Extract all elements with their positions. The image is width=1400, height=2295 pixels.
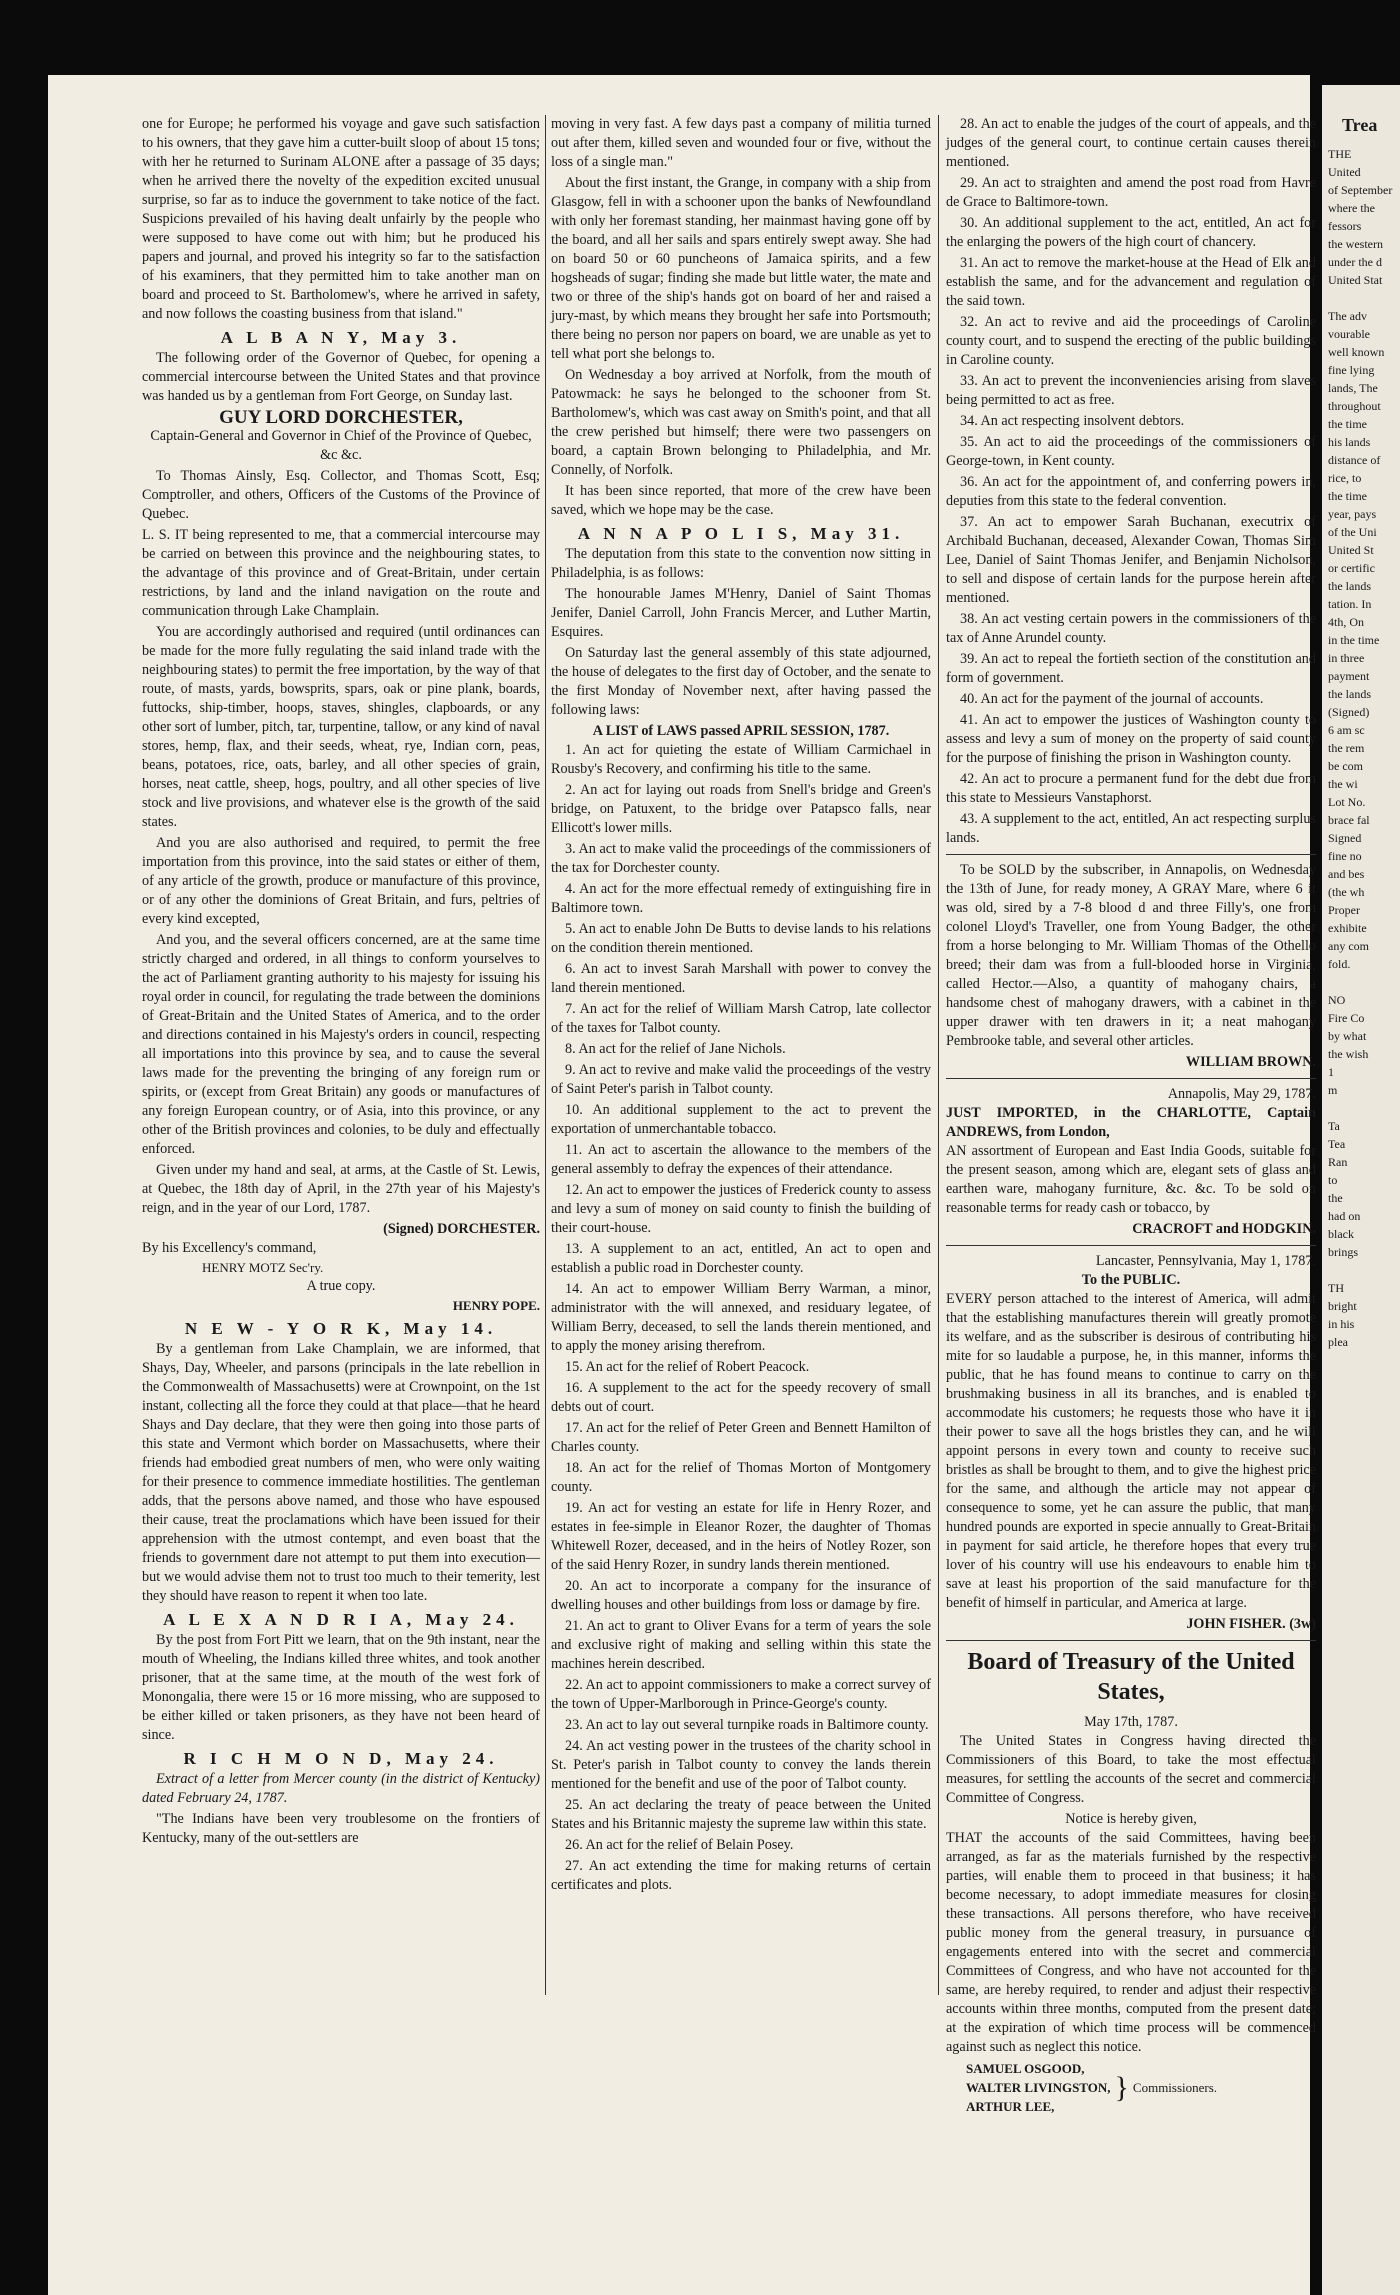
annapolis-dateline: A N N A P O L I S, May 31.: [577, 524, 905, 543]
law-item: 7. An act for the relief of William Marsh Catrop, late collector of the taxes for Talbot county.: [551, 1001, 931, 1036]
fragment-line: under the d: [1328, 255, 1382, 269]
law-item: 10. An additional supplement to the act to prevent the exportation of unmerchantable tobacco.: [551, 1102, 931, 1137]
annapolis-assembly: On Saturday last the general assembly of this state adjourned, the house of delegates to the first day of October, and the senate to the first Monday of November next, after having passed the following laws:: [551, 645, 931, 718]
albany-intro: The following order of the Governor of Quebec, for opening a commercial intercourse between the United States and that province was handed us by a gentleman from Fort George, on Sunday last.: [142, 350, 540, 404]
fragment-line: [1328, 973, 1392, 991]
fragment-line: his lands: [1328, 435, 1371, 449]
law-item: 2. An act for laying out roads from Snell's bridge and Green's bridge, on Patuxent, to the bridge over Patapsco falls, near Ellicott's lower mills.: [551, 782, 931, 836]
richmond-article: "The Indians have been very troublesome on the frontiers of Kentucky, many of the out-settlers are: [142, 1811, 540, 1846]
fragment-line: and bes: [1328, 867, 1365, 881]
fragment-line: lands, The: [1328, 381, 1378, 395]
fragment-line: THE: [1328, 147, 1352, 161]
law-item: 43. A supplement to the act, entitled, An act respecting surplus lands.: [946, 811, 1316, 846]
divider: [946, 1245, 1316, 1246]
import-heading: JUST IMPORTED, in the CHARLOTTE, Captain ANDREWS, from London,: [946, 1105, 1316, 1140]
fragment-line: bright: [1328, 1299, 1357, 1313]
law-item: 4. An act for the more effectual remedy of extinguishing fire in Baltimore town.: [551, 881, 931, 916]
column-rule: [938, 115, 939, 1995]
norfolk-article: On Wednesday a boy arrived at Norfolk, from the mouth of Patowmack: he says he belonged to the schooner from St. Bartholomew's, which was cast away on Smith's point, and that all the crew perished but himself; there were two passengers on board, a captain Brown belonging to Philadelphia, and Mr. Connelly, of Norfolk.: [551, 367, 931, 478]
laws-list: [946, 115, 1316, 848]
law-item: 20. An act to incorporate a company for the insurance of dwelling houses and other buildings from loss or damage by fire.: [551, 1578, 931, 1613]
board-heading: Board of Treasury of the United States,: [967, 1649, 1295, 1705]
column-rule: [545, 115, 546, 1995]
divider: [946, 1640, 1316, 1641]
fragment-line: (Signed): [1328, 705, 1370, 719]
law-item: 18. An act for the relief of Thomas Morton of Montgomery county.: [551, 1460, 931, 1495]
fragment-line: fold.: [1328, 957, 1351, 971]
fragment-line: NO: [1328, 993, 1346, 1007]
law-item: 19. An act for vesting an estate for life in Henry Rozer, and estates in fee-simple in Eleanor Rozer, the daughter of Thomas Whitewell Rozer, deceased, and in the heirs of Notley Rozer, son of the said Henry Rozer, in sundry lands therein mentioned.: [551, 1500, 931, 1573]
fragment-line: fine no: [1328, 849, 1362, 863]
law-item: 34. An act respecting insolvent debtors.: [960, 413, 1185, 429]
law-item: 25. An act declaring the treaty of peace between the United States and his Britannic majesty the supreme law within this state.: [551, 1797, 931, 1832]
dorchester-paragraph: Given under my hand and seal, at arms, at the Castle of St. Lewis, at Quebec, the 18th day of April, in the 27th year of his Majesty's reign, and in the year of our Lord, 1787.: [142, 1162, 540, 1216]
law-item: 24. An act vesting power in the trustees of the charity school in St. Peter's parish in Talbot county to convey the lands therein mentioned for the benefit and use of the poor of Talbot county.: [551, 1738, 931, 1792]
continued-article: one for Europe; he performed his voyage and gave such satisfaction to his owners, that they gave him a cutter-built sloop of about 15 tons; with her he returned to Surinam ALONE after a passage of 35 days; when he arrived there the novelty of the expedition excited unusual surprise, so far as to induce the government to take notice of the fact. Suspicions prevailed of his having dealt unfairly by the people who were supposed to have come out with him; but he produced his papers and journal, and proved his integrity so far to the satisfaction of his examiners, that they permitted him to take another man on board and proceed to St. Bartholomew's, where he arrived in safety, and now follows the coasting business from that island.": [142, 116, 540, 322]
law-item: 27. An act extending the time for making returns of certain certificates and plots.: [551, 1858, 931, 1893]
import-signature: CRACROFT and HODGKIN.: [1132, 1221, 1316, 1237]
board-notice: Notice is hereby given,: [1065, 1811, 1197, 1827]
fragment-line: The adv: [1328, 309, 1367, 323]
law-item: 33. An act to prevent the inconveniencies arising from slaves being permitted to act as free.: [946, 373, 1316, 408]
fragment-line: the time: [1328, 489, 1367, 503]
fragment-line: Ran: [1328, 1155, 1348, 1169]
import-date: Annapolis, May 29, 1787.: [1167, 1086, 1316, 1102]
signer: ARTHUR LEE,: [966, 2099, 1055, 2114]
fragment-line: TH: [1328, 1281, 1344, 1295]
law-item: 35. An act to aid the proceedings of the commissioners of George-town, in Kent county.: [946, 434, 1316, 469]
fragment-line: payment: [1328, 669, 1370, 683]
fragment-line: [1328, 1261, 1392, 1279]
fragment-line: the lands: [1328, 579, 1371, 593]
public-notice: EVERY person attached to the interest of America, will admit that the establishing manufactures therein will greatly promote its welfare, and as the subscriber is desirous of contributing his mite for so laudable a purpose, he, in this manner, informs the public, that he has found means to continue to carry on the brushmaking business in all its branches, and is enabled to accommodate his customers; he requests those who have it in their power to save all the hogs bristles they can, and he will appoint persons in every town and county to receive such bristles as shall be brought to them, and to give the highest price for the same, and although the article may not appear of consequence to some, yet he can assure the public, that many hundred pounds are exported in specie annually to Great-Britain in payment for said article, he therefore hopes that every true lover of his country will use his endeavours to enable him to save at least his proportion of the said manufacture for the benefit of himself in particular, and America at large.: [946, 1291, 1316, 1611]
law-item: 38. An act vesting certain powers in the commissioners of the tax of Anne Arundel county.: [946, 611, 1316, 646]
dorchester-paragraph: And you are also authorised and required, to permit the free importation from this province, into the said states or either of them, of any article of the growth, produce or manufacture of this province, or of any other the dominions of Great Britain, and furs, peltries of every kind excepted,: [142, 835, 540, 927]
public-signature: [946, 1615, 1316, 1634]
law-item: 17. An act for the relief of Peter Green and Bennett Hamilton of Charles county.: [551, 1420, 931, 1455]
law-item: 39. An act to repeal the fortieth section of the constitution and form of government.: [946, 651, 1316, 686]
fragment-line: United Stat: [1328, 273, 1383, 287]
brace-glyph: }: [1114, 2071, 1129, 2104]
law-item: 36. An act for the appointment of, and conferring powers in, deputies from this state to the federal convention.: [946, 474, 1316, 509]
import-advertisement: AN assortment of European and East India Goods, suitable for the present season, among which are, elegant sets of glass and earthen ware, mahogany furniture, &c. &c. To be sold on reasonable terms for ready cash or tobacco, by: [946, 1143, 1316, 1216]
law-item: 3. An act to make valid the proceedings of the commissioners of the tax for Dorchester county.: [551, 841, 931, 876]
law-item: 14. An act to empower William Berry Warman, a minor, administrator with the will annexed, and residuary legatee, of William Berry, deceased, to sell the lands therein mentioned, and to apply the money arising therefrom.: [551, 1281, 931, 1354]
fragment-line: (the wh: [1328, 885, 1365, 899]
law-item: 8. An act for the relief of Jane Nichols.: [565, 1041, 786, 1057]
law-item: 31. An act to remove the market-house at the Head of Elk and establish the same, and for the advancement and regulation of the said town.: [946, 255, 1316, 309]
public-signature-name: JOHN FISHER.: [1186, 1616, 1286, 1632]
fragment-line: black: [1328, 1227, 1354, 1241]
fragment-line: 4th, On: [1328, 615, 1364, 629]
law-item: 40. An act for the payment of the journal of accounts.: [960, 691, 1264, 707]
law-item: 11. An act to ascertain the allowance to the members of the general assembly to defray the expences of their attendance.: [551, 1142, 931, 1177]
pope-signature: HENRY POPE.: [452, 1298, 540, 1313]
fragment-line: distance of: [1328, 453, 1381, 467]
grange-article: About the first instant, the Grange, in company with a ship from Glasgow, fell in with a schooner upon the banks of Newfoundland with only her foremast standing, her mainmast having gone off by the board, and all her sails and spars entirely swept away. She had on board 50 or 60 puncheons of Jamaica spirits, and a few hogsheads of sugar; finding she made but little water, the mate and two or three of the ship's hands got on board of her and raised a jury-mast, by which means they brought her safe into Portsmouth; there being no person nor papers on board, we are unable as yet to tell what port she belongs to.: [551, 175, 931, 362]
fragment-line: throughout: [1328, 399, 1381, 413]
fragment-line: Lot No.: [1328, 795, 1366, 809]
divider: [946, 854, 1316, 855]
fragment-heading: Trea: [1342, 115, 1378, 135]
board-signers: [946, 2059, 1316, 2116]
fragment-line: fessors: [1328, 219, 1362, 233]
fragment-line: the western: [1328, 237, 1383, 251]
annapolis-names: The honourable James M'Henry, Daniel of Saint Thomas Jenifer, Daniel Carroll, John Francis Mercer, and Luther Martin, Esquires.: [551, 586, 931, 640]
fragment-line: well known: [1328, 345, 1385, 359]
fragment-line: of the Uni: [1328, 525, 1377, 539]
public-heading: To the PUBLIC.: [1081, 1272, 1181, 1288]
fragment-line: plea: [1328, 1335, 1348, 1349]
fragment-line: Signed: [1328, 831, 1362, 845]
fragment-line: m: [1328, 1083, 1338, 1097]
law-item: 26. An act for the relief of Belain Posey.: [565, 1837, 794, 1853]
dorchester-paragraph: You are accordingly authorised and required (until ordinances can be made for the more fully regulating the said inland trade with the neighbouring states) to permit the free importation, by the way of that route, of masts, yards, bowsprits, spars, oak or pine plank, boards, futtocks, ship-timber, hoops, staves, shingles, clapboards, or any other sort of lumber, pitch, tar, turpentine, tallow, or any kind of naval stores, hemp, flax, and their seeds, wheat, rye, Indian corn, peas, beans, potatoes, rice, oats, barley, and all other species of grain, horses, neat cattle, sheep, hogs, poultry, and all other species of live stock and live provisions, and whatever else is the growth of the said states.: [142, 624, 540, 830]
fragment-line: the wish: [1328, 1047, 1369, 1061]
column-left: [142, 115, 540, 1850]
fragment-line: be com: [1328, 759, 1363, 773]
law-item: 42. An act to procure a permanent fund for the debt due from this state to Messieurs Vanstaphorst.: [946, 771, 1316, 806]
fragment-line: the lands: [1328, 687, 1371, 701]
fragment-line: brings: [1328, 1245, 1358, 1259]
board-paragraph: The United States in Congress having directed the Commissioners of this Board, to take the most effectual measures, for settling the accounts of the secret and commercial Committee of Congress.: [946, 1733, 1316, 1806]
fragment-line: Proper: [1328, 903, 1360, 917]
signer: WALTER LIVINGSTON,: [966, 2080, 1111, 2095]
fragment-line: Fire Co: [1328, 1011, 1365, 1025]
law-item: 13. A supplement to an act, entitled, An act to open and establish a public road in Dorchester county.: [551, 1241, 931, 1276]
continued-article: moving in very fast. A few days past a company of militia turned out after them, killed seven and wounded four or five, without the loss of a single man.": [551, 116, 931, 170]
true-copy: A true copy.: [306, 1278, 376, 1294]
richmond-dateline: R I C H M O N D, May 24.: [183, 1749, 499, 1768]
fragment-line: Ta: [1328, 1119, 1340, 1133]
dorchester-paragraph: L. S. IT being represented to me, that a commercial intercourse may be carried on between this province and the neighbouring states, to the advantage of this province and of Great-Britain, under certain restrictions, by land and the inland navigation on the route and communication through Lake Champlain.: [142, 527, 540, 619]
law-item: 1. An act for quieting the estate of William Carmichael in Rousby's Recovery, and confirming his title to the same.: [551, 742, 931, 777]
fragment-line: 6 am sc: [1328, 723, 1365, 737]
fragment-line: United: [1328, 165, 1361, 179]
fragment-text: [1328, 145, 1392, 1351]
fragment-line: tation. In: [1328, 597, 1372, 611]
dorchester-title: GUY LORD DORCHESTER,: [219, 407, 463, 428]
fragment-line: fine lying: [1328, 363, 1375, 377]
fragment-line: rice, to: [1328, 471, 1362, 485]
fragment-line: [1328, 1099, 1392, 1117]
fragment-line: in three: [1328, 651, 1365, 665]
fragment-line: the wi: [1328, 777, 1358, 791]
law-item: 21. An act to grant to Oliver Evans for a term of years the sole and exclusive right of making and selling within this state the machines herein described.: [551, 1618, 931, 1672]
law-item: 9. An act to revive and make valid the proceedings of the vestry of Saint Peter's parish in Talbot county.: [551, 1062, 931, 1097]
law-item: 22. An act to appoint commissioners to make a correct survey of the town of Upper-Marlborough in Prince-George's county.: [551, 1677, 931, 1712]
fragment-line: or certific: [1328, 561, 1375, 575]
dorchester-paragraph: And you, and the several officers concerned, are at the same time strictly charged and ordered, in all things to conform yourselves to the act of Parliament granting authority to his majesty for issuing his royal order in council, for regulating the trade between the dominions of Great-Britain and the United States of America, and to the order and directions contained in his Majesty's orders in council, respecting all importations into this province by sea, and to cause the several laws made for the preventing the bringing of any foreign rum or spirits, or (except from Great Britain) any goods or manufactures of any foreign European country, or of Asia, into this province, or any other of the British provinces and colonies, to be duly and effectually enforced.: [142, 932, 540, 1157]
annapolis-deputation: The deputation from this state to the convention now sitting in Philadelphia, is as follows:: [551, 546, 931, 581]
law-item: 41. An act to empower the justices of Washington county to assess and levy a sum of money on the property of said county for the purpose of finishing the prison in Washington county.: [946, 712, 1316, 766]
law-item: 12. An act to empower the justices of Frederick county to assess and levy a sum of money on said county to finish the building of their court-house.: [551, 1182, 931, 1236]
signer-list: [966, 2059, 1111, 2116]
law-item: 37. An act to empower Sarah Buchanan, executrix of Archibald Buchanan, deceased, Alexander Cowan, Thomas Sim Lee, Daniel of Saint Thomas Jenifer, and Benjamin Nicholson, to sell and dispose of certain lands for the purpose herein after mentioned.: [946, 514, 1316, 606]
fragment-line: of September: [1328, 183, 1393, 197]
law-item: 5. An act to enable John De Butts to devise lands to his relations on the condition therein mentioned.: [551, 921, 931, 956]
dorchester-addressees: To Thomas Ainsly, Esq. Collector, and Thomas Scott, Esq; Comptroller, and others, Officers of the Customs of the Province of Quebec.: [142, 468, 540, 522]
fragment-line: 1: [1328, 1065, 1334, 1079]
public-date: Lancaster, Pennsylvania, May 1, 1787.: [1095, 1253, 1316, 1269]
sale-signature: WILLIAM BROWN.: [1185, 1054, 1316, 1070]
fragment-line: to: [1328, 1173, 1338, 1187]
fragment-line: exhibite: [1328, 921, 1367, 935]
newyork-dateline: N E W - Y O R K, May 14.: [184, 1319, 498, 1338]
law-item: 29. An act to straighten and amend the post road from Havre de Grace to Baltimore-town.: [946, 175, 1316, 210]
public-signature-note: (3w): [1289, 1616, 1316, 1632]
law-item: 23. An act to lay out several turnpike roads in Baltimore county.: [565, 1717, 929, 1733]
divider: [946, 1078, 1316, 1079]
fragment-line: Tea: [1328, 1137, 1346, 1151]
fragment-line: any com: [1328, 939, 1369, 953]
alexandria-article: By the post from Fort Pitt we learn, that on the 9th instant, near the mouth of Wheeling, the Indians killed three whites, and took another prisoner, that at the same time, at the mouth of the west fork of Monongalia, there were 15 or 16 more missing, who are supposed to be either killed or taken prisoners, as they have not been heard of since.: [142, 1632, 540, 1743]
albany-dateline: A L B A N Y, May 3.: [220, 328, 462, 347]
fragment-line: had on: [1328, 1209, 1361, 1223]
fragment-line: brace fal: [1328, 813, 1370, 827]
fragment-line: by what: [1328, 1029, 1367, 1043]
fragment-line: United St: [1328, 543, 1374, 557]
fragment-line: year, pays: [1328, 507, 1377, 521]
board-paragraph: THAT the accounts of the said Committees, having been arranged, as far as the materials furnished by the respective parties, will enable them to proceed in that business; it has become necessary, to adopt immediate measures for closing these transactions. All persons therefore, who have received public money from the general treasury, in pursuance of engagements entered into with the secret and commercial Committees of Congress, and who have not accounted for the same, are hereby required, to render and adjust their respective accounts within three months, computed from the present date; at the expiration of which time process will be commenced against such as neglect this notice.: [946, 1830, 1316, 2055]
law-item: 32. An act to revive and aid the proceedings of Caroline county court, and to suspend the erecting of the public buildings in Caroline county.: [946, 314, 1316, 368]
newyork-article: By a gentleman from Lake Champlain, we are informed, that Shays, Day, Wheeler, and parsons (principals in the late rebellion in the Commonwealth of Massachusetts) were at Crownpoint, on the 1st instant, collecting all the force they could at that place—that he heard Shays and Day declare, that they were then going into those parts of this state and Vermont which border on Massachusetts, where their friends had embodied great numbers of men, who were only waiting for their presence to commence immediate hostilities. The gentleman adds, that the persons above named, and those who have espoused their cause, treat the proclamations which have been issued for their apprehension with the utmost contempt, and even boast that the friends to government dare not attempt to put them into execution—but we would advise them not to trust too much to their temerity, lest they should have reason to repent it when too late.: [142, 1341, 540, 1604]
command-line: By his Excellency's command,: [142, 1240, 317, 1256]
fragment-line: in the time: [1328, 633, 1380, 647]
law-item: 30. An additional supplement to the act, entitled, An act for the enlarging the powers of the high court of chancery.: [946, 215, 1316, 250]
dorchester-signature: (Signed) DORCHESTER.: [383, 1221, 540, 1237]
laws-list: [551, 741, 931, 1895]
fragment-line: the: [1328, 1191, 1343, 1205]
adjacent-page-fragment: [1322, 85, 1400, 2295]
newspaper-page: [48, 75, 1316, 2295]
fragment-line: [1328, 289, 1392, 307]
fragment-line: the time: [1328, 417, 1367, 431]
column-right: [946, 115, 1316, 2116]
board-date: May 17th, 1787.: [1084, 1714, 1178, 1730]
fragment-line: where the: [1328, 201, 1375, 215]
fragment-line: the rem: [1328, 741, 1365, 755]
signer: SAMUEL OSGOOD,: [966, 2061, 1085, 2076]
richmond-extract: Extract of a letter from Mercer county (in the district of Kentucky) dated February 24, 1787.: [142, 1771, 540, 1806]
alexandria-dateline: A L E X A N D R I A, May 24.: [163, 1610, 519, 1629]
laws-title: A LIST of LAWS passed APRIL SESSION, 1787.: [592, 723, 890, 739]
law-item: 16. A supplement to the act for the speedy recovery of small debts out of court.: [551, 1380, 931, 1415]
secretary-line: HENRY MOTZ Sec'ry.: [202, 1260, 324, 1275]
sale-advertisement: To be SOLD by the subscriber, in Annapolis, on Wednesday the 13th of June, for ready money, A GRAY Mare, where 6 it was old, sired by a 7-8 blood d and three Filly's, one from colonel Lloyd's Traveller, one from Young Badger, the other from a horse belonging to Mr. William Thomas of the Othello breed; their dam was from a full-blooded horse in Virginia, called Hector.—Also, a quantity of mahogany chairs, a handsome chest of mahogany drawers, with a cabinet in the upper drawer with ten drawers in it; a neat mahogany Pembrooke table, and several other articles.: [946, 862, 1316, 1049]
law-item: 6. An act to invest Sarah Marshall with power to convey the land therein mentioned.: [551, 961, 931, 996]
fragment-line: vourable: [1328, 327, 1370, 341]
fragment-line: in his: [1328, 1317, 1355, 1331]
signers-role: Commissioners.: [1132, 2080, 1218, 2095]
law-item: 28. An act to enable the judges of the court of appeals, and the judges of the general court, to continue certain causes therein mentioned.: [946, 116, 1316, 170]
dorchester-subtitle: Captain-General and Governor in Chief of the Province of Quebec, &c &c.: [150, 428, 532, 463]
law-item: 15. An act for the relief of Robert Peacock.: [565, 1359, 810, 1375]
column-middle: [551, 115, 931, 1897]
norfolk-article: It has been since reported, that more of the crew have been saved, which we hope may be the case.: [551, 483, 931, 518]
